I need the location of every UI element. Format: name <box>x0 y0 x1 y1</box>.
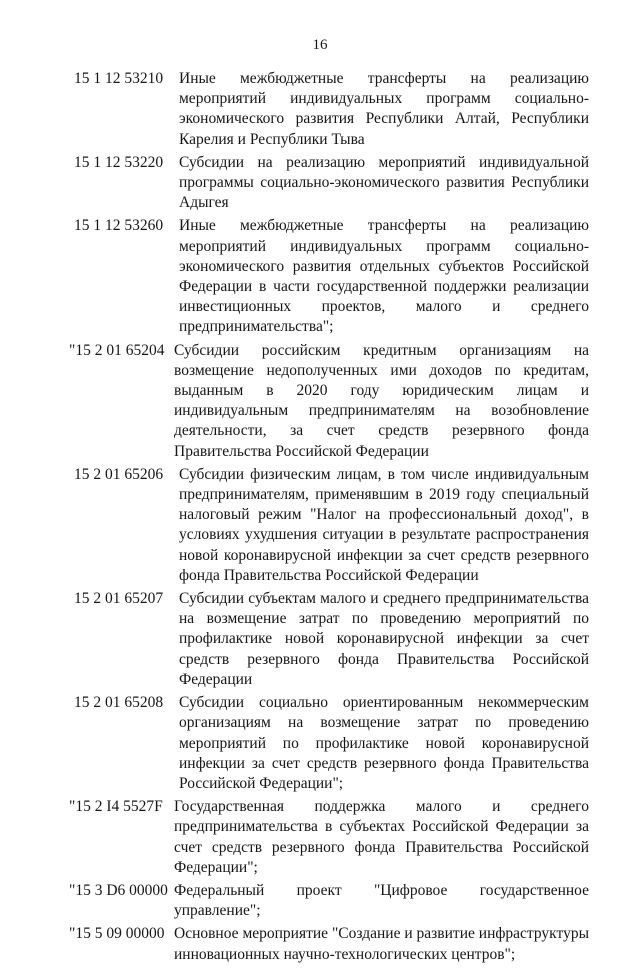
budget-code: "15 5 09 00000 <box>69 925 165 943</box>
list-item <box>69 153 589 214</box>
budget-code: "15 2 01 65204 <box>69 341 165 359</box>
budget-description: Иные межбюджетные трансферты на реализацию мероприятий индивидуальных программ социально-экономического развития отдельных субъектов Российской Федерации в части государственной поддержки реализации инвестиционных проектов, малого и среднего предпринимательства"; <box>179 217 589 336</box>
budget-classification-list <box>69 69 589 968</box>
list-item <box>69 69 589 150</box>
page-number: 16 <box>312 37 328 53</box>
budget-description: Субсидии физическим лицам, в том числе индивидуальным предпринимателям, применявшим в 2019 году специальный налоговый режим "Налог на профессиональный доход", в условиях ухудшения ситуации в результате распространения новой коронавирусной инфекции за счет средств резервного фонда Правительства Российской Федерации <box>179 465 589 584</box>
budget-code: 15 1 12 53260 <box>74 217 164 235</box>
budget-description: Основное мероприятие "Создание и развитие инфраструктуры инновационных научно-технологических центров"; <box>174 925 589 963</box>
budget-code: 15 2 01 65207 <box>74 590 164 608</box>
budget-description: Субсидии российским кредитным организациям на возмещение недополученных ими доходов по кредитам, выданным в 2020 году юридическим лицам и индивидуальным предпринимателям на возобновление деятельности, за счет средств резервного фонда Правительства Российской Федерации <box>174 341 589 460</box>
budget-code: 15 2 01 65208 <box>74 694 164 712</box>
budget-code: 15 1 12 53210 <box>74 70 164 87</box>
budget-code: 15 1 12 53220 <box>74 153 164 171</box>
list-item <box>69 693 589 794</box>
list-item <box>69 341 589 462</box>
list-item <box>69 589 589 690</box>
budget-description: Субсидии социально ориентированным некоммерческим организациям на возмещение затрат по проведению мероприятий по профилактике новой коронавирусной инфекции за счет средств резервного фонда Правительства Российской Федерации"; <box>179 694 589 792</box>
list-item <box>69 924 589 964</box>
budget-description: Субсидии на реализацию мероприятий индивидуальной программы социально-экономического развития Республики Адыгея <box>179 153 589 212</box>
budget-description: Иные межбюджетные трансферты на реализацию мероприятий индивидуальных программ социально-экономического развития Республики Алтай, Республики Карелия и Республики Тыва <box>179 70 589 148</box>
budget-description: Федеральный проект "Цифровое государственное управление"; <box>174 881 589 920</box>
budget-description: Государственная поддержка малого и среднего предпринимательства в субъектах Российской Федерации за счет средств резервного фонда Правительства Российской Федерации"; <box>174 798 589 876</box>
list-item <box>69 465 589 586</box>
list-item <box>69 797 589 878</box>
budget-code: "15 2 I4 5527F <box>69 798 163 816</box>
list-item <box>69 881 589 921</box>
budget-code: 15 2 01 65206 <box>74 465 164 483</box>
budget-description: Субсидии субъектам малого и среднего предпринимательства на возмещение затрат по проведению мероприятий по профилактике новой коронавирусной инфекции за счет средств резервного фонда Правительства Российской Федерации <box>179 590 589 688</box>
budget-code: "15 3 D6 00000 <box>69 881 168 899</box>
list-item <box>69 216 589 337</box>
